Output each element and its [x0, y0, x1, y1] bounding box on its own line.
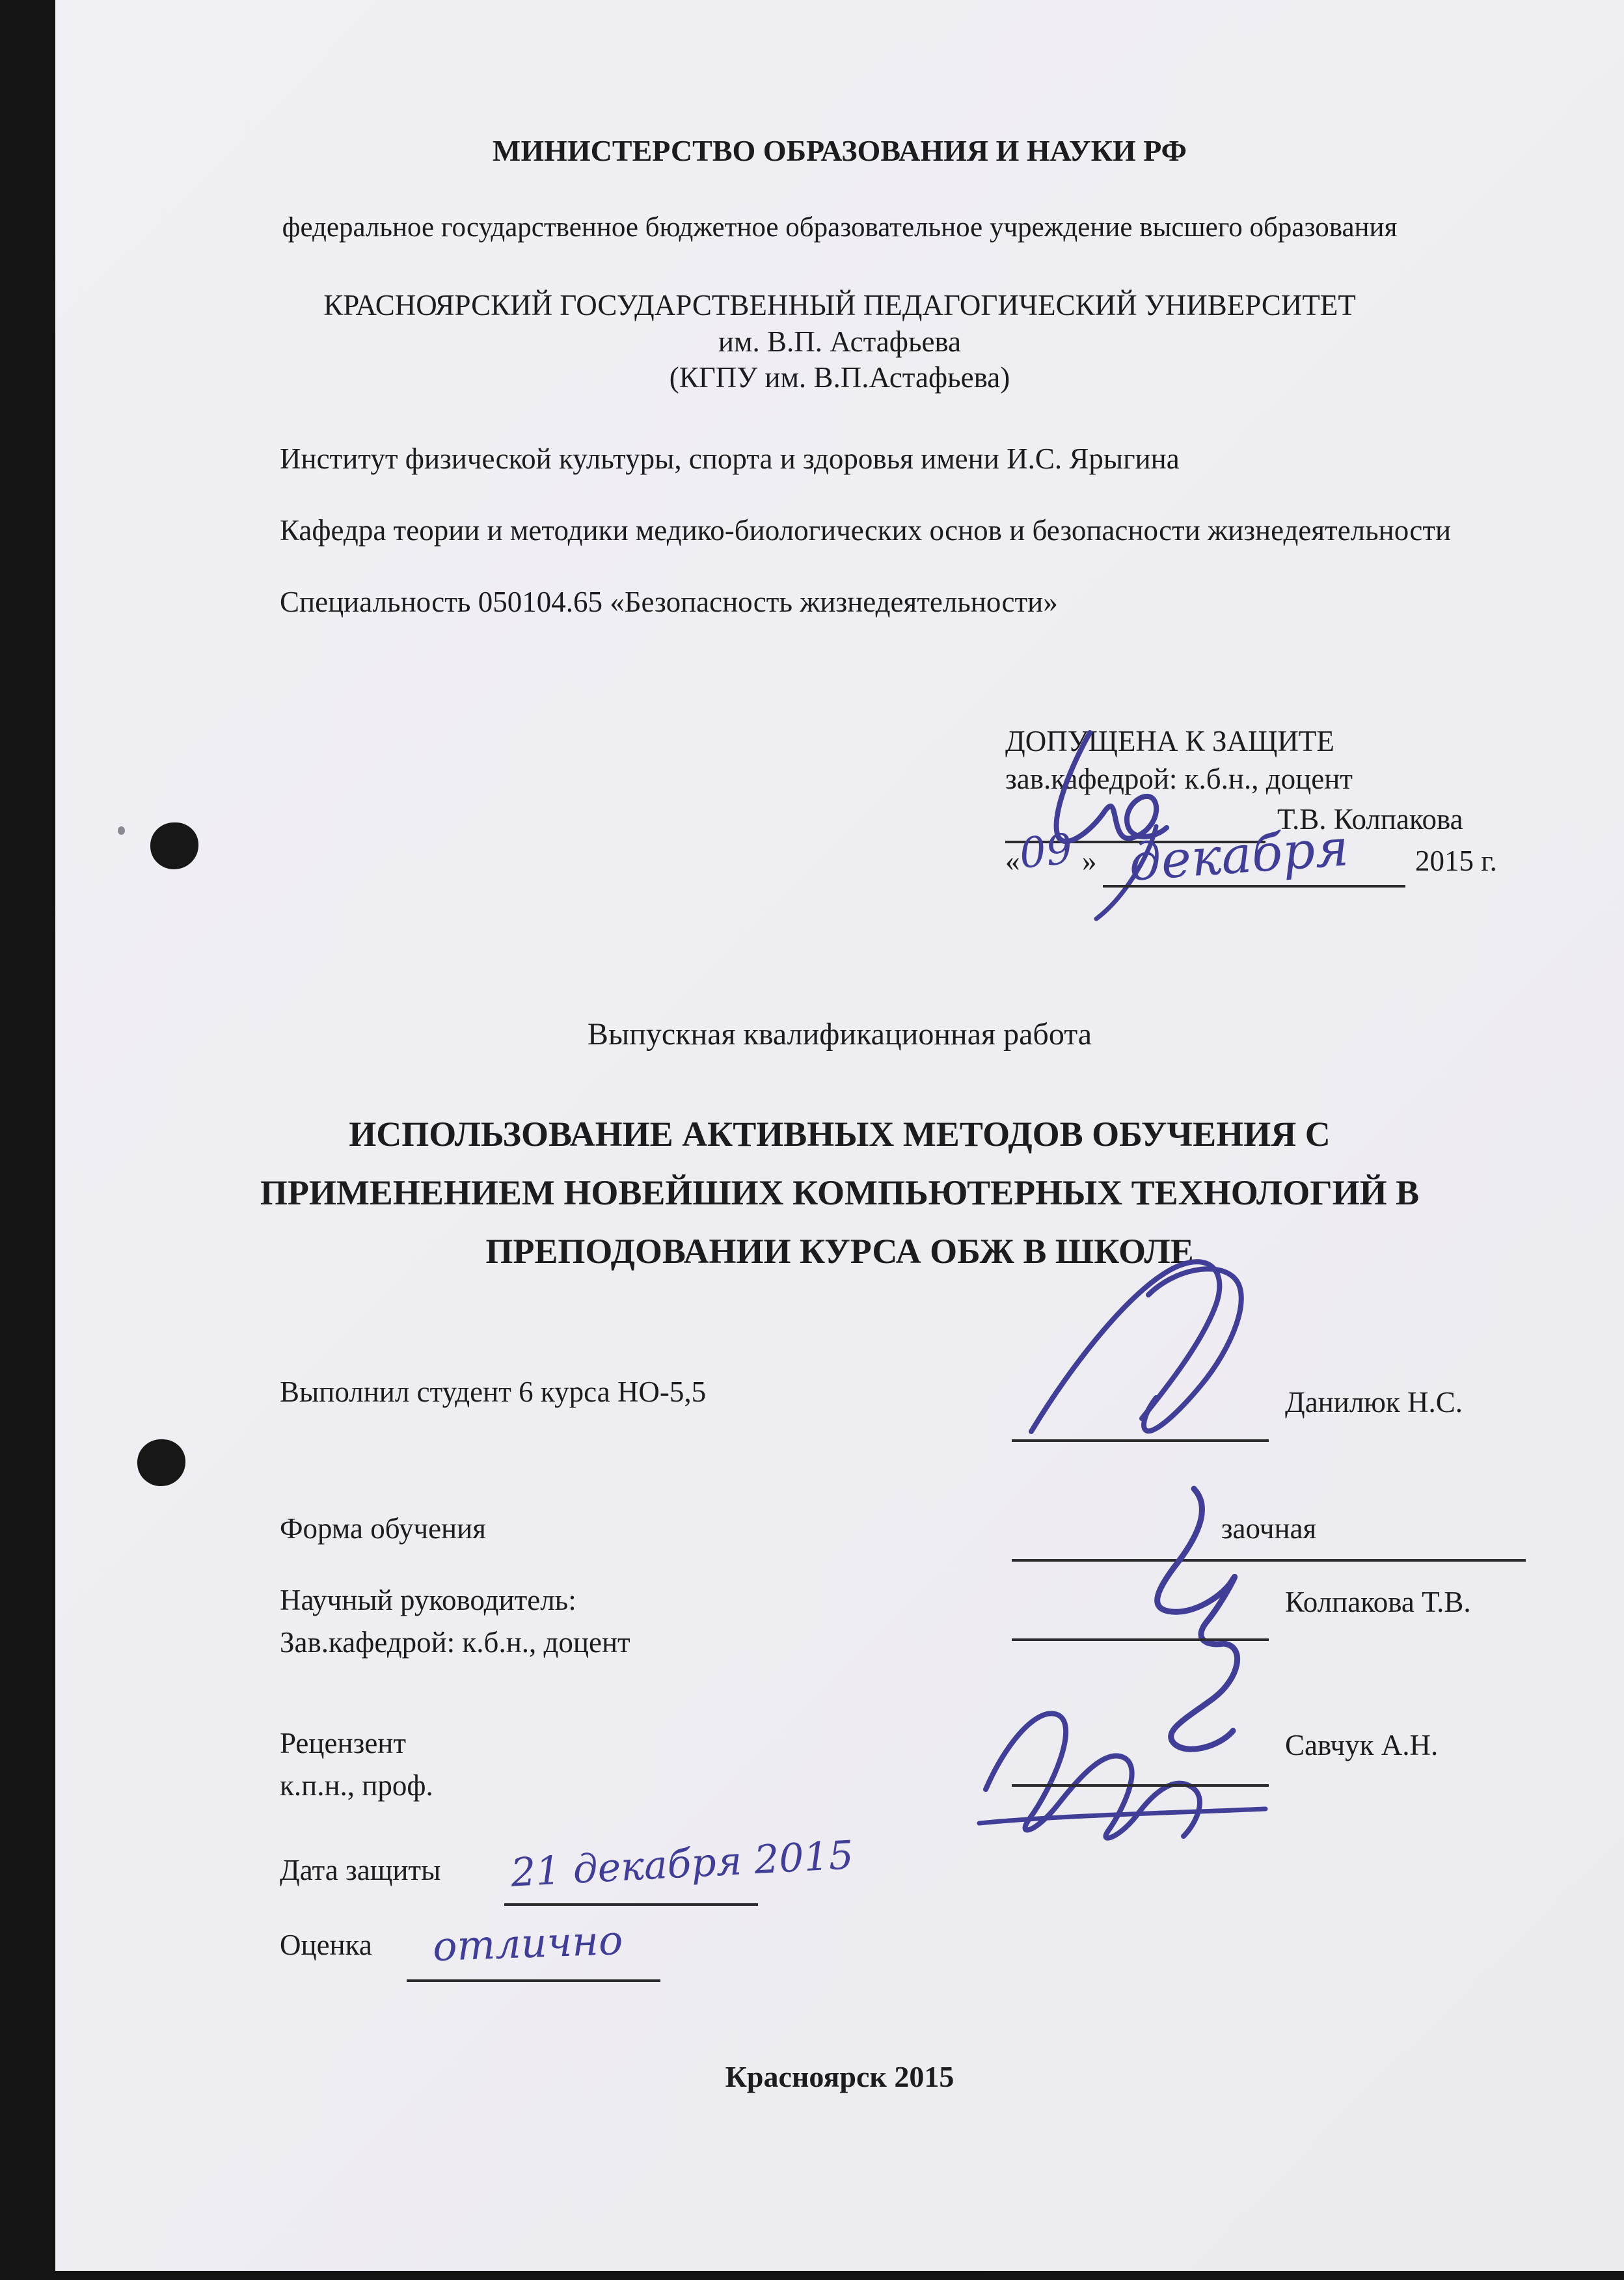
- date-day-close-quote: »: [1082, 845, 1097, 877]
- study-form-value: заочная: [1221, 1512, 1317, 1545]
- date-day-open-quote: «: [1005, 845, 1020, 877]
- performer-signature-line: [1012, 1439, 1269, 1442]
- thesis-title-line1: ИСПОЛЬЗОВАНИЕ АКТИВНЫХ МЕТОДОВ ОБУЧЕНИЯ С: [349, 1115, 1331, 1154]
- date-year: 2015 г.: [1415, 845, 1497, 877]
- handwritten-day: 09: [1017, 824, 1076, 879]
- hole-punch-bottom: [137, 1439, 185, 1486]
- grade-line: [407, 1979, 660, 1982]
- admission-status: ДОПУЩЕНА К ЗАЩИТЕ: [1005, 725, 1334, 757]
- ministry-heading: МИНИСТЕРСТВО ОБРАЗОВАНИЯ И НАУКИ РФ: [492, 134, 1187, 167]
- supervisor-label-line2: Зав.кафедрой: к.б.н., доцент: [280, 1626, 630, 1659]
- reviewer-label-line2: к.п.н., проф.: [280, 1769, 433, 1802]
- performer-name: Данилюк Н.С.: [1285, 1386, 1463, 1418]
- department-line: Кафедра теории и методики медико-биологических основ и безопасности жизнедеятельности: [280, 514, 1452, 547]
- university-name: КРАСНОЯРСКИЙ ГОСУДАРСТВЕННЫЙ ПЕДАГОГИЧЕСКИЙ УНИВЕРСИТЕТ: [323, 289, 1356, 321]
- signature-kolpakova-admission-ink: [992, 729, 1252, 924]
- work-type-heading: Выпускная квалификационная работа: [587, 1017, 1092, 1052]
- admission-approver-name: Т.В. Колпакова: [1277, 803, 1463, 835]
- ink-speck: [118, 826, 125, 835]
- handwritten-grade: отлично: [431, 1916, 624, 1971]
- thesis-title-line2: ПРИМЕНЕНИЕМ НОВЕЙШИХ КОМПЬЮТЕРНЫХ ТЕХНОЛОГИЙ В: [260, 1173, 1420, 1212]
- signature-danilyuk-ink: [986, 1256, 1324, 1445]
- scan-edge-left: [0, 0, 55, 2280]
- federal-institution-line: федеральное государственное бюджетное образовательное учреждение высшего образования: [282, 212, 1398, 243]
- handwritten-defense-date: 21 декабря 2015: [509, 1832, 855, 1896]
- reviewer-signature-line: [1012, 1784, 1269, 1787]
- performer-label: Выполнил студент 6 курса НО-5,5: [280, 1376, 707, 1408]
- defense-date-label: Дата защиты: [280, 1854, 441, 1886]
- specialty-line: Специальность 050104.65 «Безопасность жизнедеятельности»: [280, 586, 1058, 618]
- grade-label: Оценка: [280, 1929, 372, 1961]
- supervisor-signature-line: [1012, 1638, 1269, 1641]
- handwritten-month: декабря: [1127, 819, 1351, 893]
- supervisor-label-line1: Научный руководитель:: [280, 1584, 576, 1616]
- hole-punch-top: [150, 822, 198, 869]
- university-abbreviation: (КГПУ им. В.П.Астафьева): [669, 361, 1010, 394]
- city-year-footer: Красноярск 2015: [725, 2060, 954, 2093]
- defense-date-line: [504, 1903, 758, 1906]
- reviewer-name: Савчук А.Н.: [1285, 1729, 1439, 1761]
- admission-approver-title: зав.кафедрой: к.б.н., доцент: [1005, 763, 1353, 795]
- reviewer-label-line1: Рецензент: [280, 1727, 407, 1759]
- study-form-label: Форма обучения: [280, 1512, 486, 1545]
- university-named-after: им. В.П. Астафьева: [718, 325, 962, 358]
- scan-edge-bottom: [0, 2271, 1624, 2280]
- document-page: [55, 0, 1624, 2271]
- institute-line: Институт физической культуры, спорта и здоровья имени И.С. Ярыгина: [280, 442, 1180, 475]
- supervisor-name: Колпакова Т.В.: [1285, 1586, 1471, 1618]
- signature-savchuk-ink: [960, 1659, 1298, 1854]
- thesis-title-line3: ПРЕПОДОВАНИИ КУРСА ОБЖ В ШКОЛЕ: [485, 1232, 1194, 1271]
